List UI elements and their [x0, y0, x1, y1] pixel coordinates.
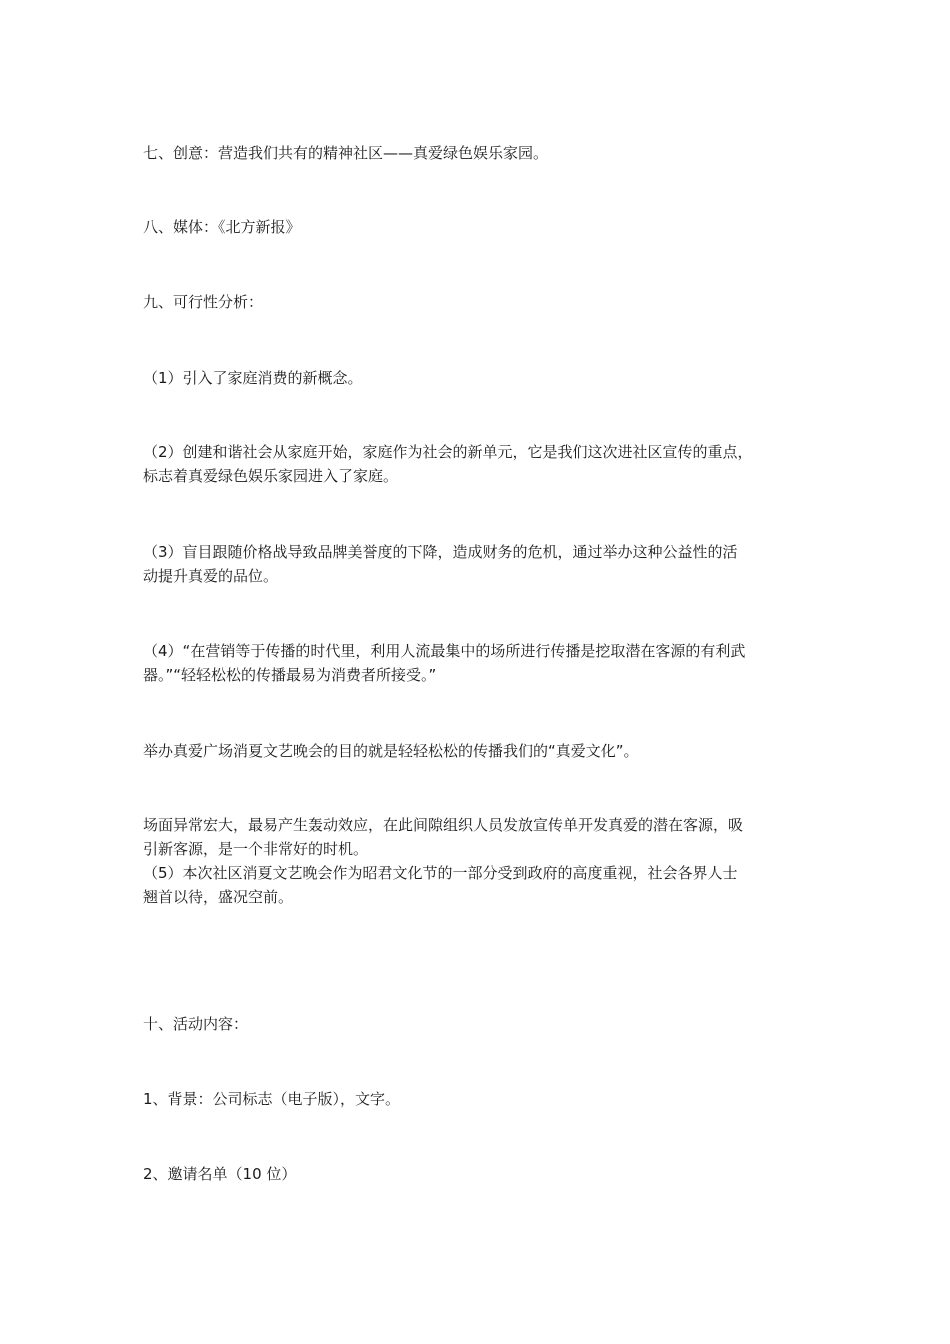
feasibility-item-3-line-1: （3）盲目跟随价格战导致品牌美誉度的下降，造成财务的危机，通过举办这种公益性的活 [143, 543, 738, 561]
feasibility-item-1-text: （1）引入了家庭消费的新概念。 [143, 369, 363, 387]
scene-paragraph [143, 813, 813, 909]
section-feasibility-title [143, 290, 813, 314]
activity-item-invite-list-text: 2、邀请名单（10 位） [143, 1165, 297, 1183]
purpose-text: 举办真爱广场消夏文艺晚会的目的就是轻轻松松的传播我们的“真爱文化”。 [143, 742, 639, 760]
section-media-text: 八、媒体：《北方新报》 [143, 218, 301, 236]
feasibility-item-2-line-1: （2）创建和谐社会从家庭开始，家庭作为社会的新单元，它是我们这次进社区宣传的重点， [143, 443, 753, 461]
feasibility-item-5-line-1: （5）本次社区消夏文艺晚会作为昭君文化节的一部分受到政府的高度重视，社会各界人士 [143, 864, 738, 882]
feasibility-item-4-line-1: （4）“在营销等于传播的时代里，利用人流最集中的场所进行传播是挖取潜在客源的有利武 [143, 642, 746, 660]
activity-item-background [143, 1087, 813, 1111]
feasibility-item-2-line-2: 标志着真爱绿色娱乐家园进入了家庭。 [143, 467, 399, 485]
section-media [143, 215, 813, 239]
feasibility-item-5-line-2: 翘首以待，盛况空前。 [143, 888, 294, 906]
section-creative [143, 141, 813, 165]
feasibility-item-4-line-2: 器。”“轻轻松松的传播最易为消费者所接受。” [143, 666, 437, 684]
feasibility-item-3-line-2: 动提升真爱的品位。 [143, 567, 279, 585]
section-activity-title-text: 十、活动内容： [143, 1015, 249, 1033]
activity-item-background-text: 1、背景：公司标志（电子版），文字。 [143, 1090, 401, 1108]
activity-item-invite-list [143, 1162, 813, 1186]
feasibility-item-2 [143, 440, 813, 488]
feasibility-item-1 [143, 366, 813, 390]
scene-line-2: 引新客源，是一个非常好的时机。 [143, 840, 369, 858]
section-activity-title [143, 1012, 813, 1036]
scene-line-1: 场面异常宏大，最易产生轰动效应，在此间隙组织人员发放宣传单开发真爱的潜在客源，吸 [143, 816, 744, 834]
section-creative-text: 七、创意：营造我们共有的精神社区——真爱绿色娱乐家园。 [143, 144, 549, 162]
section-feasibility-title-text: 九、可行性分析： [143, 293, 264, 311]
purpose-paragraph [143, 739, 813, 763]
feasibility-item-4 [143, 639, 813, 687]
feasibility-item-3 [143, 540, 813, 588]
